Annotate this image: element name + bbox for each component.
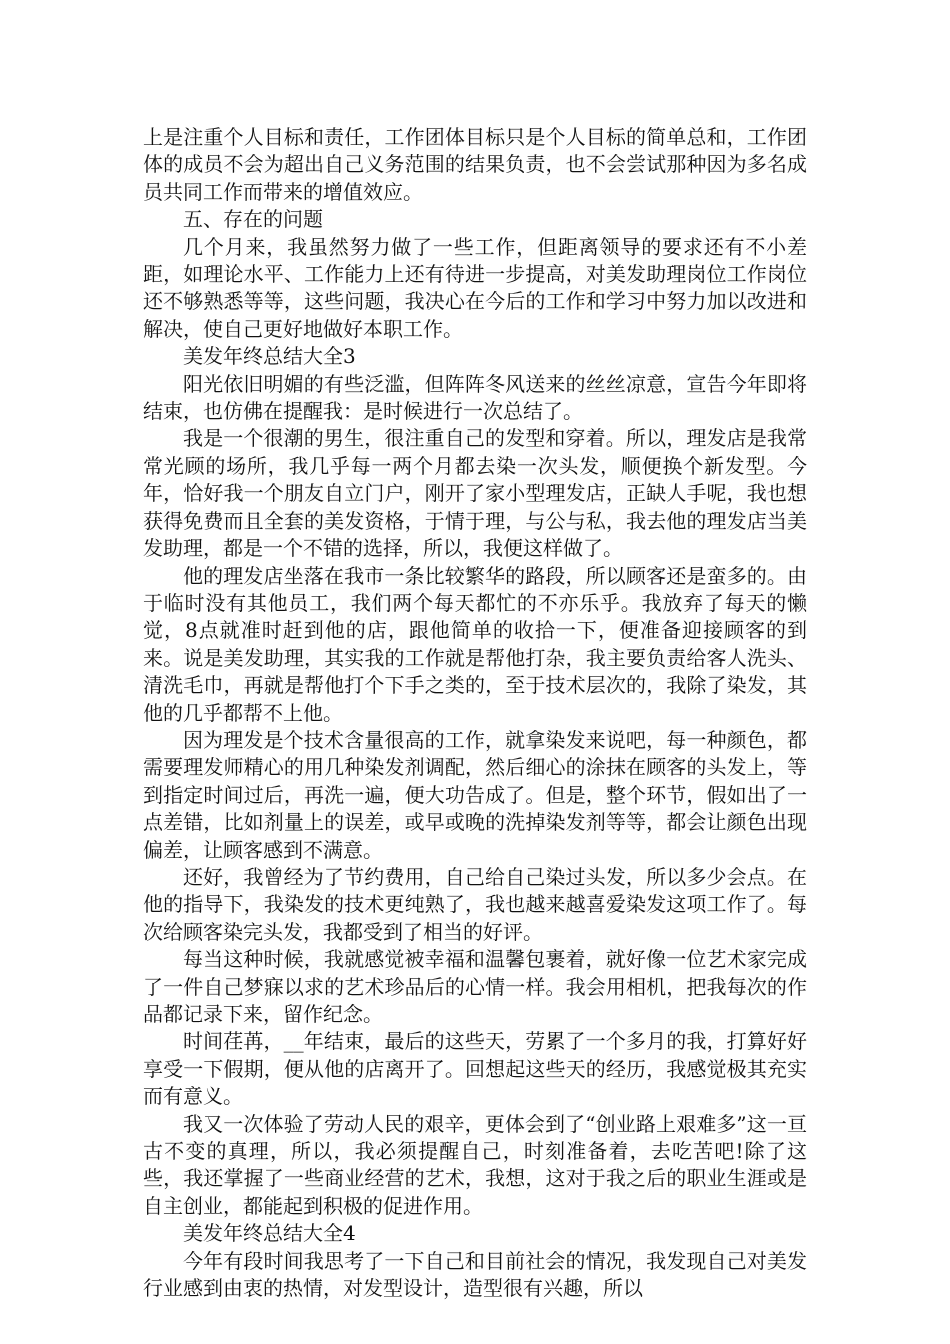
section-heading-problems: 五、存在的问题 bbox=[183, 207, 323, 232]
paragraph-continued: 上是注重个人目标和责任，工作团体目标只是个人目标的简单总和，工作团体的成员不会为超出自己义务范围的结果负责，也不会尝试那种因为多名成员共同工作而带来的增值效应。 bbox=[143, 125, 807, 204]
paragraph: 还好，我曾经为了节约费用，自己给自己染过头发，所以多少会点。在他的指导下，我染发的技术更纯熟了，我也越来越喜爱染发这项工作了。每次给顾客染完头发，我都受到了相当的好评。 bbox=[143, 864, 807, 944]
section-heading-summary-3: 美发年终总结大全3 bbox=[183, 344, 356, 369]
paragraph: 阳光依旧明媚的有些泛滥，但阵阵冬风送来的丝丝凉意，宣告今年即将结束，也仿佛在提醒我：是时候进行一次总结了。 bbox=[143, 371, 807, 424]
paragraph: 每当这种时候，我就感觉被幸福和温馨包裹着，就好像一位艺术家完成了一件自己梦寐以求的艺术珍品后的心情一样。我会用相机，把我每次的作品都记录下来，留作纪念。 bbox=[143, 947, 807, 1026]
section-heading-summary-4: 美发年终总结大全4 bbox=[183, 1221, 356, 1246]
document-body bbox=[143, 124, 807, 1302]
paragraph: 时间荏苒，__年结束，最后的这些天，劳累了一个多月的我，打算好好享受一下假期，便从他的店离开了。回想起这些天的经历，我感觉极其充实而有意义。 bbox=[143, 1029, 807, 1109]
paragraph: 几个月来，我虽然努力做了一些工作，但距离领导的要求还有不小差距，如理论水平、工作能力上还有待进一步提高，对美发助理岗位工作岗位还不够熟悉等等，这些问题，我决心在今后的工作和学习中努力加以改进和解决，使自己更好地做好本职工作。 bbox=[143, 234, 807, 341]
paragraph: 今年有段时间我思考了一下自己和目前社会的情况，我发现自己对美发行业感到由衷的热情，对发型设计，造型很有兴趣，所以 bbox=[143, 1248, 807, 1301]
paragraph: 因为理发是个技术含量很高的工作，就拿染发来说吧，每一种颜色，都需要理发师精心的用几种染发剂调配，然后细心的涂抹在顾客的头发上，等到指定时间过后，再洗一遍，便大功告成了。但是，整个环节，假如出了一点差错，比如剂量上的误差，或早或晚的洗掉染发剂等等，都会让颜色出现偏差，让顾客感到不满意。 bbox=[143, 727, 807, 862]
paragraph: 我又一次体验了劳动人民的艰辛，更体会到了“创业路上艰难多”这一亘古不变的真理，所以，我必须提醒自己，时刻准备着，去吃苦吧!除了这些，我还掌握了一些商业经营的艺术，我想，这对于我之后的职业生涯或是自主创业，都能起到积极的促进作用。 bbox=[143, 1111, 807, 1218]
paragraph: 他的理发店坐落在我市一条比较繁华的路段，所以顾客还是蛮多的。由于临时没有其他员工，我们两个每天都忙的不亦乐乎。我放弃了每天的懒觉，8点就准时赶到他的店，跟他简单的收拾一下，便准备迎接顾客的到来。说是美发助理，其实我的工作就是帮他打杂，我主要负责给客人洗头、清洗毛巾，再就是帮他打个下手之类的，至于技术层次的，我除了染发，其他的几乎都帮不上他。 bbox=[143, 563, 807, 725]
paragraph: 我是一个很潮的男生，很注重自己的发型和穿着。所以，理发店是我常常光顾的场所，我几乎每一两个月都去染一次头发，顺便换个新发型。今年，恰好我一个朋友自立门户，刚开了家小型理发店，正缺人手呢，我也想获得免费而且全套的美发资格，于情于理，与公与私，我去他的理发店当美发助理，都是一个不错的选择，所以，我便这样做了。 bbox=[143, 426, 807, 561]
